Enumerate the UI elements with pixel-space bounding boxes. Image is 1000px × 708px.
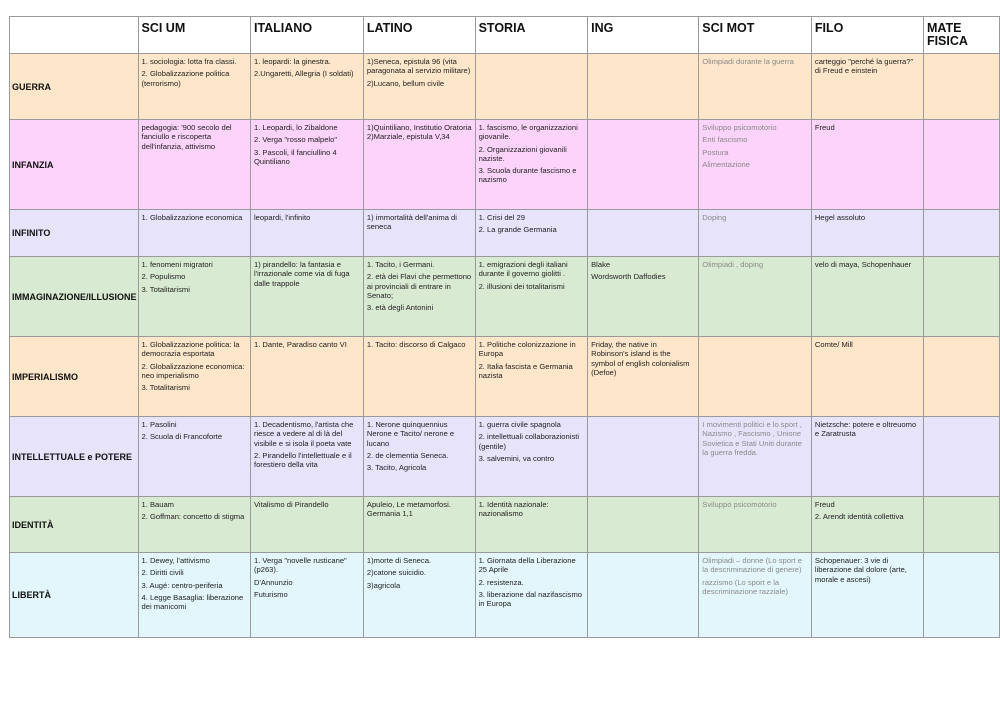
cell-entry: Freud xyxy=(814,500,835,509)
cell-entry: Vitalismo di Pirandello xyxy=(253,500,329,509)
cell-entry: 1)Seneca, epistula 96 (vita paragonata al servizio militare) xyxy=(366,57,471,76)
cell-italiano xyxy=(250,553,363,638)
cell-italiano xyxy=(250,497,363,553)
row-label: IDENTITÀ xyxy=(10,497,139,553)
cell-entry: Olimpiadi , doping xyxy=(702,260,764,269)
cell-entry: Olimpiadi durante la guerra xyxy=(702,57,794,66)
cell-latino xyxy=(363,120,475,210)
cell-sci-um xyxy=(138,417,250,497)
cell-entry: 1. fascismo, le organizzazioni giovanile. xyxy=(478,123,578,142)
cell-entry: 2. Globalizzazione economica: neo imperialismo xyxy=(141,361,245,380)
cell-sci-mot xyxy=(699,497,812,553)
column-header-ing: ING xyxy=(588,17,699,54)
cell-entry: Friday, the native in Robinson's island is the symbol of english colonialism (Defoe) xyxy=(591,340,690,377)
cell-mate-fisica xyxy=(923,257,999,337)
row-label: INFANZIA xyxy=(10,120,139,210)
cell-entry: Blake xyxy=(591,260,611,269)
cell-entry: 1) pirandello: la fantasia e l'irrazionale come via di fuga dalle trappole xyxy=(253,260,350,288)
cell-entry: Sviluppo psicomotorio xyxy=(702,123,777,132)
column-header-filo: FILO xyxy=(811,17,923,54)
cell-italiano xyxy=(250,54,363,120)
cell-entry: velo di maya, Schopenhauer xyxy=(814,260,912,269)
cell-latino xyxy=(363,497,475,553)
cell-entry: Alimentazione xyxy=(702,159,750,169)
topic-grid-table xyxy=(9,16,1000,638)
cell-entry: 3. liberazione dal nazifascismo in Europa xyxy=(478,589,582,609)
cell-entry: 1. Tacito, i Germani. xyxy=(366,260,435,269)
cell-filo xyxy=(811,210,923,257)
cell-latino xyxy=(363,417,475,497)
cell-entry: 1. Politiche colonizzazione in Europa xyxy=(478,340,576,359)
cell-entry: 1. Verga "novelle rusticane" (p263). xyxy=(253,556,347,575)
cell-entry: 1) immortalità dell'anima di seneca xyxy=(366,213,457,232)
row-label: GUERRA xyxy=(10,54,139,120)
row-label: LIBERTÀ xyxy=(10,553,139,638)
cell-entry: 3. salvemini, va contro xyxy=(478,453,555,463)
cell-entry: 1. Identità nazionale: nazionalismo xyxy=(478,500,549,519)
cell-entry: 3. Scuola durante fascismo e nazismo xyxy=(478,166,577,185)
cell-filo xyxy=(811,337,923,417)
cell-latino xyxy=(363,337,475,417)
cell-mate-fisica xyxy=(923,337,999,417)
cell-italiano xyxy=(250,417,363,497)
cell-sci-mot xyxy=(699,120,812,210)
topic-row-infinito xyxy=(10,210,1000,257)
cell-entry: 1. Leopardi, lo Zibaldone xyxy=(253,123,338,132)
cell-entry: 1. leopardi: la ginestra. xyxy=(253,57,331,66)
cell-entry: 2. Arendt identità collettiva xyxy=(814,512,904,522)
cell-sci-mot xyxy=(699,210,812,257)
topic-row-intellettuale-e-potere xyxy=(10,417,1000,497)
cell-entry: 1. sociologia: lotta fra classi. xyxy=(141,57,237,66)
topic-row-immaginazione-illusione xyxy=(10,257,1000,337)
cell-ing xyxy=(588,497,699,553)
cell-entry: Postura xyxy=(702,147,729,157)
row-label: IMMAGINAZIONE/ILLUSIONE xyxy=(10,257,139,337)
cell-entry: 1. Globalizzazione politica: la democrazia esportata xyxy=(141,340,240,359)
cell-ing xyxy=(588,337,699,417)
cell-entry: 2. Scuola di Francoforte xyxy=(141,432,223,442)
cell-entry: 2)catone suicidio. xyxy=(366,568,426,578)
cell-entry: 1. Globalizzazione economica xyxy=(141,213,243,222)
cell-entry: Wordsworth Daffodies xyxy=(591,272,666,282)
cell-entry: 3. età degli Antonini xyxy=(366,303,434,313)
column-header-storia: STORIA xyxy=(475,17,588,54)
cell-sci-mot xyxy=(699,553,812,638)
cell-ing xyxy=(588,553,699,638)
cell-entry: Futurismo xyxy=(253,589,288,599)
row-label: INTELLETTUALE e POTERE xyxy=(10,417,139,497)
cell-entry: 2. Diritti civili xyxy=(141,568,184,578)
cell-mate-fisica xyxy=(923,417,999,497)
cell-ing xyxy=(588,417,699,497)
cell-entry: 2. Populismo xyxy=(141,272,186,282)
cell-entry: 2)Lucano, bellum civile xyxy=(366,78,445,88)
cell-entry: 2. de clementia Seneca. xyxy=(366,450,449,460)
cell-entry: 1)morte di Seneca. xyxy=(366,556,432,565)
cell-latino xyxy=(363,54,475,120)
cell-entry: 1. Nerone quinquennius Nerone e Tacito/ nerone e lucano xyxy=(366,420,455,448)
cell-sci-um xyxy=(138,120,250,210)
cell-entry: Enti fascismo xyxy=(702,135,748,145)
cell-entry: 2.Ungaretti, Allegria (I soldati) xyxy=(253,69,354,79)
cell-entry: 1. Pasolini xyxy=(141,420,177,429)
topic-row-identita xyxy=(10,497,1000,553)
cell-latino xyxy=(363,210,475,257)
cell-sci-um xyxy=(138,553,250,638)
cell-latino xyxy=(363,257,475,337)
cell-filo xyxy=(811,257,923,337)
cell-italiano xyxy=(250,257,363,337)
cell-sci-mot xyxy=(699,337,812,417)
cell-entry: 1. Crisi del 29 xyxy=(478,213,526,222)
column-header-sci-mot: SCI MOT xyxy=(699,17,812,54)
cell-entry: 2. illusioni dei totalitarismi xyxy=(478,281,565,291)
cell-italiano xyxy=(250,337,363,417)
cell-entry: 1)Quintiliano, Institutio Oratoria 2)Marziale, epistula V,34 xyxy=(366,123,472,142)
cell-entry: 2. intellettuali collaborazionisti (gentile) xyxy=(478,432,580,451)
cell-entry: 2. età dei Flavi che permettono ai provinciali di entrare in Senato; xyxy=(366,272,472,300)
cell-mate-fisica xyxy=(923,54,999,120)
header-row xyxy=(10,17,1000,54)
cell-entry: 1. fenomeni migratori xyxy=(141,260,213,269)
cell-storia xyxy=(475,210,588,257)
cell-entry: razzismo (Lo sport e la descriminazione razziale) xyxy=(702,577,788,596)
cell-entry: 2. Pirandello l'intellettuale e il forestiero della vita xyxy=(253,450,352,470)
cell-latino xyxy=(363,553,475,638)
cell-entry: carteggio "perché la guerra?" di Freud e einstein xyxy=(814,57,914,76)
row-label: IMPERIALISMO xyxy=(10,337,139,417)
cell-ing xyxy=(588,210,699,257)
cell-sci-um xyxy=(138,497,250,553)
column-header-mate-fisica: MATE FISICA xyxy=(923,17,999,54)
cell-storia xyxy=(475,497,588,553)
cell-ing xyxy=(588,120,699,210)
cell-filo xyxy=(811,54,923,120)
cell-entry: 3. Augé: centro-periferia xyxy=(141,580,223,590)
cell-entry: 2. Organizzazioni giovanili naziste. xyxy=(478,144,567,163)
cell-entry: Comte/ Mill xyxy=(814,340,853,349)
cell-filo xyxy=(811,417,923,497)
cell-entry: 2. Italia fascista e Germania nazista xyxy=(478,361,573,380)
cell-storia xyxy=(475,120,588,210)
cell-mate-fisica xyxy=(923,120,999,210)
cell-entry: D'Annunzio xyxy=(253,577,293,587)
cell-ing xyxy=(588,54,699,120)
cell-sci-um xyxy=(138,210,250,257)
cell-entry: Schopenauer: 3 vie di liberazione dal dolore (arte, morale e ascesi) xyxy=(814,556,907,584)
cell-entry: Hegel assoluto xyxy=(814,213,866,222)
cell-filo xyxy=(811,497,923,553)
cell-sci-um xyxy=(138,257,250,337)
cell-filo xyxy=(811,553,923,638)
cell-entry: 2. La grande Germania xyxy=(478,225,557,235)
cell-entry: 3)agricola xyxy=(366,580,401,590)
cell-storia xyxy=(475,54,588,120)
cell-storia xyxy=(475,417,588,497)
cell-italiano xyxy=(250,120,363,210)
cell-entry: 2. resistenza. xyxy=(478,577,524,587)
topic-row-imperialismo xyxy=(10,337,1000,417)
cell-entry: pedagogia: '900 secolo del fanciullo e riscoperta dell'infanzia, attivismo xyxy=(141,123,232,151)
cell-sci-um xyxy=(138,337,250,417)
cell-mate-fisica xyxy=(923,210,999,257)
corner-cell xyxy=(10,17,139,54)
cell-entry: Nietzsche: potere e oltreuomo e Zaratrusta xyxy=(814,420,917,439)
cell-sci-mot xyxy=(699,54,812,120)
cell-entry: 3. Totalitarismi xyxy=(141,284,190,294)
topic-row-liberta xyxy=(10,553,1000,638)
cell-mate-fisica xyxy=(923,553,999,638)
cell-ing xyxy=(588,257,699,337)
cell-entry: 3. Pascoli, il fanciullino 4 Quintiliano xyxy=(253,147,337,166)
cell-entry: 1. guerra civile spagnola xyxy=(478,420,561,429)
cell-entry: 3. Totalitarismi xyxy=(141,383,190,393)
cell-entry: 2. Globalizzazione politica (terrorismo) xyxy=(141,69,230,88)
cell-entry: Apuleio, Le metamorfosi. Germania 1,1 xyxy=(366,500,451,519)
cell-sci-mot xyxy=(699,257,812,337)
cell-entry: Olimpiadi – donne (Lo sport e la descriminazione di genere) xyxy=(702,556,802,575)
cell-entry: 3. Tacito, Agricola xyxy=(366,463,427,473)
cell-entry: Doping xyxy=(702,213,727,222)
topic-row-guerra xyxy=(10,54,1000,120)
cell-entry: 1. Bauam xyxy=(141,500,175,509)
cell-entry: I movimenti politici e lo sport , Nazismo , Fascismo , Unione Sovietica e Stati Uniti durante la guerra fredda. xyxy=(702,420,802,457)
topic-rows xyxy=(10,54,1000,638)
cell-sci-mot xyxy=(699,417,812,497)
cell-entry: 1. Dewey, l'attivismo xyxy=(141,556,210,565)
cell-entry: 1. Decadentismo, l'artista che riesce a vedere al di là del visibile e si isola il poeta vate xyxy=(253,420,354,448)
cell-storia xyxy=(475,553,588,638)
cell-entry: 1. Dante, Paradiso canto VI xyxy=(253,340,347,349)
cell-italiano xyxy=(250,210,363,257)
cell-entry: 1. emigrazioni degli italiani durante il governo giolitti . xyxy=(478,260,568,279)
cell-entry: Sviluppo psicomotorio xyxy=(702,500,777,509)
topic-row-infanzia xyxy=(10,120,1000,210)
cell-storia xyxy=(475,257,588,337)
cell-entry: 1. Tacito: discorso di Calgaco xyxy=(366,340,466,349)
cell-entry: 1. Giornata della Liberazione 25 Aprile xyxy=(478,556,576,575)
column-header-sci-um: SCI UM xyxy=(138,17,250,54)
cell-entry: Freud xyxy=(814,123,835,132)
cell-storia xyxy=(475,337,588,417)
cell-mate-fisica xyxy=(923,497,999,553)
column-header-italiano: ITALIANO xyxy=(250,17,363,54)
cell-entry: 2. Goffman: concetto di stigma xyxy=(141,512,245,522)
cell-entry: 4. Legge Basaglia: liberazione dei manicomi xyxy=(141,592,244,612)
cell-filo xyxy=(811,120,923,210)
row-label: INFINITO xyxy=(10,210,139,257)
column-header-latino: LATINO xyxy=(363,17,475,54)
cell-sci-um xyxy=(138,54,250,120)
cell-entry: 2. Verga "rosso malpelo" xyxy=(253,135,338,145)
cell-entry: leopardi, l'infinito xyxy=(253,213,311,222)
